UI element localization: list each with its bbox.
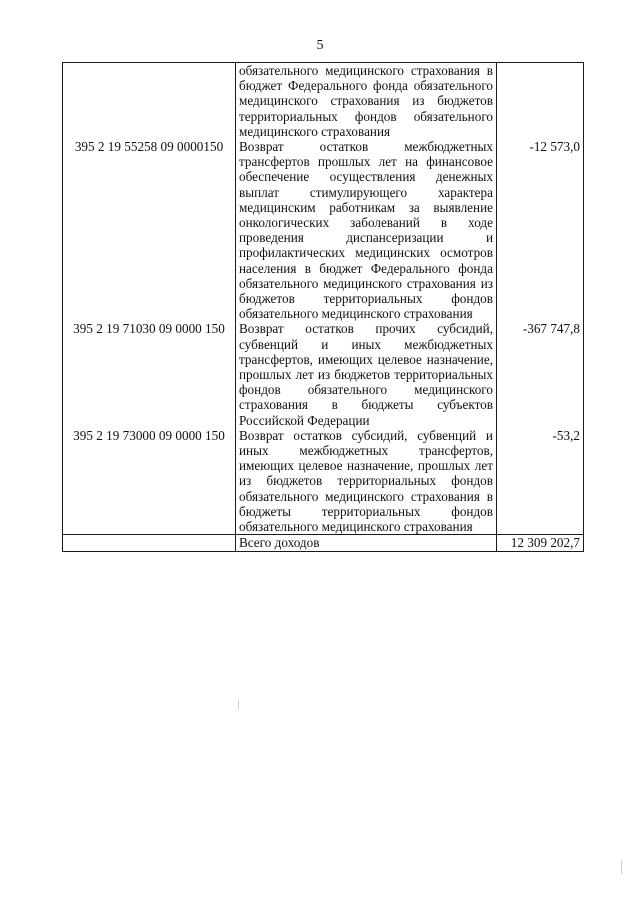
- description-cell: Возврат остатков прочих субсидий, субвенций и иных межбюджетных трансфертов, имеющих целевое назначение, прошлых лет из бюджетов территориальных фондов обязательного медицинского страхования в бюджеты субъектов Российской Федерации: [236, 321, 497, 427]
- amount-cell: -53,2: [497, 428, 584, 535]
- total-label: Всего доходов: [236, 535, 497, 551]
- table-row-continuation: [63, 63, 584, 140]
- budget-code-cell: 395 2 19 73000 09 0000 150: [63, 428, 236, 535]
- total-code-cell: [63, 535, 236, 551]
- revenue-table: [62, 62, 584, 552]
- total-amount: 12 309 202,7: [497, 535, 584, 551]
- scan-artifact-mark: [621, 860, 622, 874]
- budget-code-cell: [63, 63, 236, 140]
- table-row: [63, 428, 584, 535]
- description-cell: Возврат остатков межбюджетных трансфертов прошлых лет на финансовое обеспечение осуществления денежных выплат стимулирующего характера медицинским работникам за выявление онкологических заболеваний в ходе проведения диспансеризации и профилактических медицинских осмотров населения в бюджет Федерального фонда обязательного медицинского страхования из бюджетов территориальных фондов обязательного медицинского страхования: [236, 139, 497, 321]
- description-cell: обязательного медицинского страхования в бюджет Федерального фонда обязательного медицинского страхования из бюджетов территориальных фондов обязательного медицинского страхования: [236, 63, 497, 140]
- budget-code-cell: 395 2 19 55258 09 0000150: [63, 139, 236, 321]
- amount-cell: [497, 63, 584, 140]
- table-row: [63, 139, 584, 321]
- amount-cell: -367 747,8: [497, 321, 584, 427]
- budget-code-cell: 395 2 19 71030 09 0000 150: [63, 321, 236, 427]
- description-cell: Возврат остатков субсидий, субвенций и иных межбюджетных трансфертов, имеющих целевое назначение, прошлых лет из бюджетов территориальных фондов обязательного медицинского страхования в бюджеты территориальных фондов обязательного медицинского страхования: [236, 428, 497, 535]
- total-row: [63, 535, 584, 551]
- amount-cell: -12 573,0: [497, 139, 584, 321]
- table-row: [63, 321, 584, 427]
- page-number: 5: [316, 38, 324, 53]
- scan-artifact-mark: [238, 700, 239, 710]
